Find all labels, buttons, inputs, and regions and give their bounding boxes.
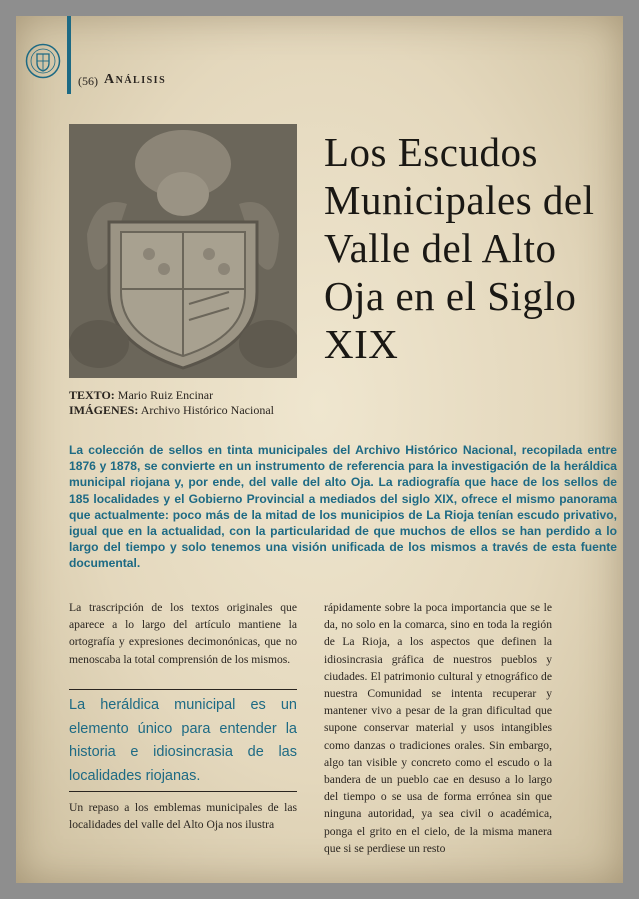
lead-paragraph: La colección de sellos en tinta municipales del Archivo Histórico Nacional, recopilada entre 1876 y 1878, se convierte en un instrumento de referencia para la investigación de la heráldica municipal riojana y, por ende, del valle del alto Oja. La radiografía que hace de los sellos de 185 localidades y el Gobierno Provincial a mediados del siglo XIX, ofrece el mismo panorama que actualmente: poco más de la mitad de los municipios de La Rioja tenían escudo privativo, igual que en la actualidad, con la particularidad de que muchos de ellos se han perdido a lo largo del tiempo y solo tenemos una visión unificada de los mismos a través de esta fuente documental. [69, 443, 617, 571]
magazine-page [16, 16, 623, 883]
pull-quote: La heráldica municipal es un elemento único para entender la historia e idiosincrasia de las localidades riojanas. [69, 689, 297, 792]
seal-icon [25, 43, 61, 79]
text-credit-label: TEXTO: [69, 388, 115, 402]
stone-shield-illustration [69, 124, 297, 378]
body-right-paragraph: rápidamente sobre la poca importancia que se le da, no solo en la comarca, sino en toda la región de La Rioja, a los aspectos que definen la idiosincrasia gráfica de nuestros pueblos y ciudades. El patrimonio cultural y etnográfico de nuestra Comunidad se intenta recuperar y mantener vivo a pesar de la gran dificultad que supone conservar material y usos intangibles como danzas o tradiciones orales. Sin embargo, algo tan visible y concreto como el escudo o la bandera de un pueblo cae en desuso a lo largo del tiempo o se usa de forma errónea sin que ninguna autoridad, ya sea civil o académica, ponga el grito en el cielo, de la misma manera que si se perdiese un resto [324, 601, 552, 855]
section-title: Análisis [104, 72, 167, 87]
images-credit-source: Archivo Histórico Nacional [140, 403, 274, 417]
page-number: (56) [78, 74, 98, 88]
images-credit [69, 403, 274, 418]
text-credit-author: Mario Ruiz Encinar [117, 388, 214, 402]
coat-of-arms-photo [69, 124, 297, 378]
accent-bar [67, 16, 71, 94]
text-credit [69, 388, 274, 403]
body-left-paragraph-2: Un repaso a los emblemas municipales de las localidades del valle del Alto Oja nos ilustra [69, 801, 297, 832]
images-credit-label: IMÁGENES: [69, 403, 139, 417]
article-title: Los Escudos Municipales del Valle del Alto Oja en el Siglo XIX [324, 129, 595, 367]
credits [69, 388, 274, 418]
body-left-paragraph-1: La trascripción de los textos originales que aparece a lo largo del artículo mantiene la ortografía y expresiones decimonónicas, que no menoscaba la total comprensión de los mismos. [69, 601, 297, 666]
